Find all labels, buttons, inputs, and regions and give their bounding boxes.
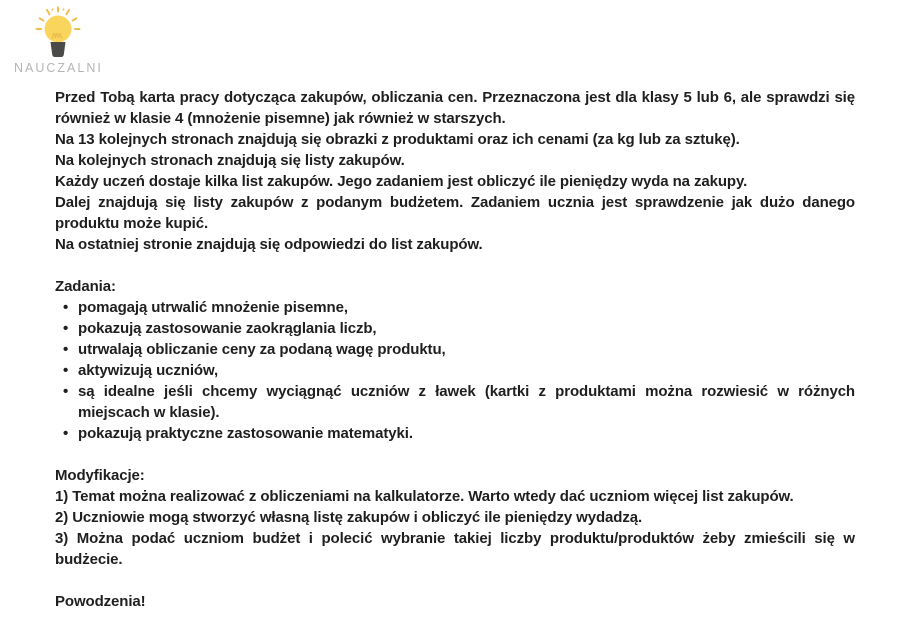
spacer [55, 570, 855, 591]
task-bullet: • utrwalają obliczanie ceny za podaną wagę produktu, [55, 339, 855, 360]
task-bullet: • są idealne jeśli chcemy wyciągnąć uczniów z ławek (kartki z produktami można rozwiesić w różnych miejscach w klasie). [55, 381, 855, 423]
document-content [55, 87, 855, 612]
tasks-heading: Zadania: [55, 278, 116, 295]
modification-item: 2) Uczniowie mogą stworzyć własną listę zakupów i obliczyć ile pieniędzy wydadzą. [55, 509, 643, 526]
lightbulb-icon [14, 5, 102, 59]
task-bullet: • aktywizują uczniów, [55, 360, 855, 381]
intro-line: Na kolejnych stronach znajdują się listy zakupów. [55, 152, 405, 169]
intro-paragraph: Dalej znajdują się listy zakupów z podanym budżetem. Zadaniem ucznia jest sprawdzenie jak dużo danego produktu może kupić. [55, 194, 855, 232]
spacer [55, 255, 855, 276]
nauczalni-logo [14, 5, 106, 75]
task-bullet: • pokazują praktyczne zastosowanie matematyki. [55, 423, 855, 444]
intro-paragraph: Przed Tobą karta pracy dotycząca zakupów, obliczania cen. Przeznaczona jest dla klasy 5 lub 6, ale sprawdzi się również w klasie 4 (mnożenie pisemne) jak również w starszych. [55, 89, 855, 127]
closing-line: Powodzenia! [55, 593, 146, 610]
task-bullet: • pokazują zastosowanie zaokrąglania liczb, [55, 318, 855, 339]
modification-item: 3) Można podać uczniom budżet i polecić wybranie takiej liczby produktu/produktów żeby zmieścili się w budżecie. [55, 530, 855, 568]
brand-wordmark: NAUCZALNI [14, 61, 103, 75]
intro-line: Każdy uczeń dostaje kilka list zakupów. Jego zadaniem jest obliczyć ile pieniędzy wyda na zakupy. [55, 173, 748, 190]
modifications-heading: Modyfikacje: [55, 467, 145, 484]
intro-line: Na 13 kolejnych stronach znajdują się obrazki z produktami oraz ich cenami (za kg lub za sztukę). [55, 131, 740, 148]
task-bullet: • pomagają utrwalić mnożenie pisemne, [55, 297, 855, 318]
spacer [55, 444, 855, 465]
intro-line: Na ostatniej stronie znajdują się odpowiedzi do list zakupów. [55, 236, 483, 253]
modification-item: 1) Temat można realizować z obliczeniami na kalkulatorze. Warto wtedy dać uczniom więcej list zakupów. [55, 488, 794, 505]
tasks-list [55, 297, 855, 444]
